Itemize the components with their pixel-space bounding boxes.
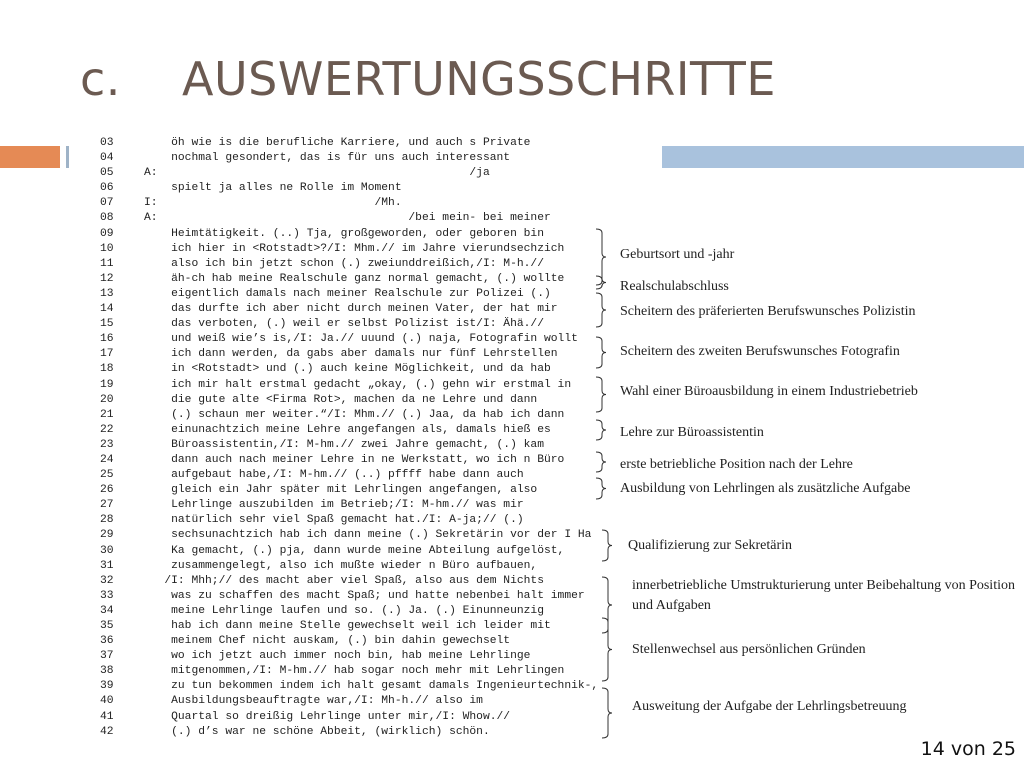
line-text: und weiß wie’s is,/I: Ja.// uuund (.) naja, Fotografin wollt [144,333,578,346]
line-text: ich mir halt erstmal gedacht „okay, (.) gehn wir erstmal in [144,378,572,391]
line-number: 31 [100,559,114,572]
transcript-line [100,362,598,377]
transcript-line [100,649,598,664]
transcript-line [100,528,598,543]
annotation-first-position: erste betriebliche Position nach der Lehre [620,457,853,472]
transcript-line [100,393,598,408]
transcript-line [100,287,598,302]
line-number: 29 [100,529,114,542]
transcript-line [100,257,598,272]
transcript-line [100,679,598,694]
decor-bar-orange [0,146,60,168]
line-number: 21 [100,408,114,421]
line-text: meine Lehrlinge laufen und so. (.) Ja. (.) Einunneunzig [144,604,544,617]
transcript-line [100,544,598,559]
line-text: hab ich dann meine Stelle gewechselt weil ich leider mit [144,620,551,632]
line-text: wo ich jetzt auch immer noch bin, hab meine Lehrlinge [144,650,531,663]
line-number: 05 [100,167,114,180]
line-text: Ka gemacht, (.) pja, dann wurde meine Abteilung aufgelöst, [144,544,565,557]
line-text: mitgenommen,/I: M-hm.// hab sogar noch mehr mit Lehrlingen [144,665,565,678]
line-number: 28 [100,514,114,527]
line-number: 16 [100,333,114,346]
transcript-line [100,725,598,740]
line-number: 34 [100,604,114,617]
transcript-line [100,227,598,242]
annotation-expansion: Ausweitung der Aufgabe der Lehrlingsbetreuung [632,699,907,714]
decor-bar-blue [662,146,1024,168]
line-number: 40 [100,695,114,708]
annotation-trainee-tutoring: Ausbildung von Lehrlingen als zusätzliche Aufgabe [620,481,911,496]
annotation-restructuring: innerbetriebliche Umstrukturierung unter Beibehaltung von Position und Aufgaben [632,578,1015,613]
line-number: 09 [100,227,114,240]
line-number: 38 [100,665,114,678]
line-text: äh-ch hab meine Realschule ganz normal gemacht, (.) wollte [144,272,565,285]
line-number: 41 [100,710,114,723]
transcript-line [100,136,598,151]
line-number: 39 [100,680,114,693]
transcript-line [100,513,598,528]
line-text: A: /ja [144,167,490,180]
decor-tick [66,146,69,168]
line-number: 19 [100,378,114,391]
line-text: natürlich sehr viel Spaß gemacht hat./I: A-ja;// (.) [144,514,524,527]
transcript-line [100,347,598,362]
transcript-line [100,559,598,574]
curly-brace [602,618,612,681]
transcript-line [100,664,598,679]
line-text: eigentlich damals nach meiner Realschule zur Polizei (.) [144,287,551,300]
line-text: A: /bei mein- bei meiner [144,212,551,225]
transcript-line [100,604,598,619]
line-text: die gute alte <Firma Rot>, machen da ne Lehre und dann [144,393,538,406]
annotation-photographer: Scheitern des zweiten Berufswunsches Fotografin [620,344,900,359]
transcript-line [100,302,598,317]
annotation-birth: Geburtsort und -jahr [620,247,735,262]
slide-title [80,52,776,106]
line-number: 27 [100,499,114,512]
line-number: 03 [100,137,114,149]
line-text: Ausbildungsbeauftragte war,/I: Mh-h.// also im [144,695,483,708]
line-number: 26 [100,484,114,497]
transcript-line [100,408,598,423]
section-number: c. [80,52,121,106]
line-text: nochmal gesondert, das is für uns auch interessant [144,152,511,165]
transcript-line [100,619,598,634]
line-text: was zu schaffen des macht Spaß; und hatte nebenbei halt immer [144,589,585,602]
page-indicator: 14 von 25 [920,738,1016,760]
curly-brace [602,688,612,738]
line-number: 36 [100,635,114,648]
line-text: Lehrlinge auszubilden im Betrieb;/I: M-hm.// was mir [144,499,524,512]
line-text: ich hier in <Rotstadt>?/I: Mhm.// im Jahre vierundsechzich [144,242,565,255]
line-number: 35 [100,620,114,632]
line-text: Büroassistentin,/I: M-hm.// zwei Jahre gemacht, (.) kam [144,438,544,451]
title-text: AUSWERTUNGSSCHRITTE [182,52,776,106]
line-number: 12 [100,272,114,285]
line-text: aufgebaut habe,/I: M-hm.// (..) pffff habe dann auch [144,469,524,482]
annotation-secretary: Qualifizierung zur Sekretärin [628,538,793,553]
transcript-line [100,317,598,332]
line-number: 42 [100,725,114,738]
line-text: zu tun bekommen indem ich halt gesamt damals Ingenieurtechnik-, [144,680,599,693]
line-number: 11 [100,257,114,270]
line-number: 20 [100,393,114,406]
line-number: 37 [100,650,114,663]
transcript-line [100,332,598,347]
line-number: 06 [100,182,114,195]
transcript-line [100,181,598,196]
line-number: 18 [100,363,114,376]
transcript-line [100,468,598,483]
transcript-line [100,634,598,649]
line-text: das verboten, (.) weil er selbst Polizist ist/I: Ähä.// [144,318,544,331]
line-number: 13 [100,287,114,300]
line-text: also ich bin jetzt schon (.) zweiunddreißich,/I: M-h.// [144,257,544,270]
line-number: 08 [100,212,114,225]
annotation-office-training: Wahl einer Büroausbildung in einem Industriebetrieb [620,384,918,399]
line-number: 24 [100,453,114,466]
line-number: 17 [100,348,114,361]
line-text: in <Rotstadt> und (.) auch keine Möglichkeit, und da hab [144,363,551,376]
line-text: I: /Mh. [144,197,402,210]
line-number: 32 [100,574,114,587]
transcript-line [100,589,598,604]
line-number: 04 [100,152,114,165]
transcript-line [100,574,598,589]
transcript-line [100,423,598,438]
line-text: gleich ein Jahr später mit Lehrlingen angefangen, also [144,484,538,497]
line-text: (.) schaun mer weiter.“/I: Mhm.// (.) Jaa, da hab ich dann [144,408,565,421]
line-number: 07 [100,197,114,210]
transcript-line [100,166,598,181]
line-text: /I: Mhh;// des macht aber viel Spaß, also aus dem Nichts [144,574,544,587]
transcript-line [100,694,598,709]
line-text: zusammengelegt, also ich mußte wieder n Büro aufbauen, [144,559,538,572]
line-text: (.) d’s war ne schöne Abbeit, (wirklich) schön. [144,725,490,738]
transcript-line [100,483,598,498]
transcript-line [100,272,598,287]
line-number: 14 [100,303,114,316]
annotation-police: Scheitern des präferierten Berufswunsches Polizistin [620,304,916,319]
interview-transcript [100,136,598,740]
line-number: 23 [100,438,114,451]
line-number: 33 [100,589,114,602]
curly-brace [602,577,612,633]
line-text: dann auch nach meiner Lehre in ne Werkstatt, wo ich n Büro [144,453,565,466]
transcript-line [100,498,598,513]
line-text: Quartal so dreißig Lehrlinge unter mir,/I: Whow.// [144,710,511,723]
line-number: 10 [100,242,114,255]
line-text: öh wie is die berufliche Karriere, und auch s Private [144,137,531,149]
transcript-line [100,453,598,468]
transcript-line [100,378,598,393]
transcript-line [100,710,598,725]
line-text: ich dann werden, da gabs aber damals nur fünf Lehrstellen [144,348,558,361]
line-number: 15 [100,318,114,331]
line-text: das durfte ich aber nicht durch meinen Vater, der hat mir [144,303,558,316]
line-text: sechsunachtzich hab ich dann meine (.) Sekretärin vor der I Ha [144,529,592,542]
annotation-apprenticeship: Lehre zur Büroassistentin [620,425,764,440]
line-text: meinem Chef nicht auskam, (.) bin dahin gewechselt [144,635,511,648]
transcript-line [100,196,598,211]
annotation-school: Realschulabschluss [620,279,729,294]
line-text: einunachtzich meine Lehre angefangen als, damals hieß es [144,423,551,436]
line-number: 30 [100,544,114,557]
transcript-line [100,151,598,166]
line-text: spielt ja alles ne Rolle im Moment [144,182,402,195]
transcript-line [100,211,598,226]
curly-brace [602,530,612,561]
transcript-line [100,438,598,453]
line-number: 22 [100,423,114,436]
transcript-line [100,242,598,257]
line-text: Heimtätigkeit. (..) Tja, großgeworden, oder geboren bin [144,227,544,240]
line-number: 25 [100,469,114,482]
annotation-job-change: Stellenwechsel aus persönlichen Gründen [632,642,866,657]
